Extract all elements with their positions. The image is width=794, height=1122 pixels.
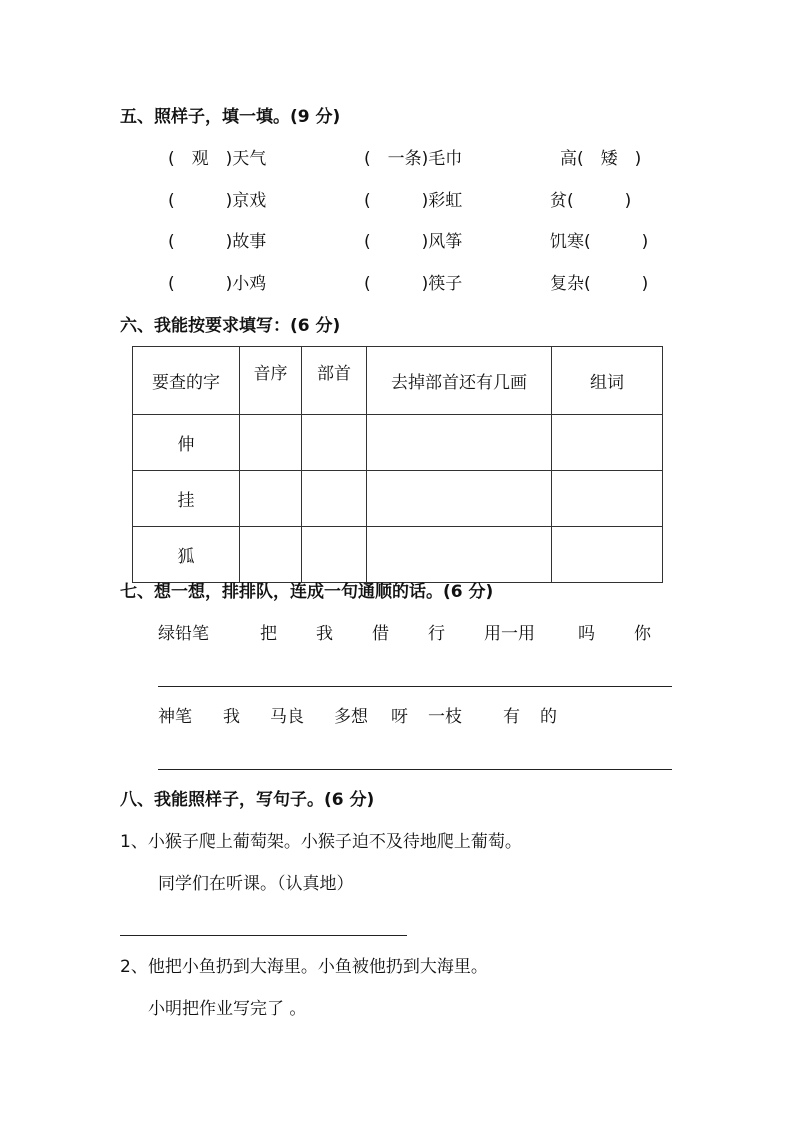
answer-cell[interactable]	[552, 415, 663, 471]
column-header: 部首	[302, 347, 367, 415]
word-card: 你	[634, 624, 651, 644]
fill-item: 复杂( )	[550, 274, 649, 294]
fill-item: ( )小鸡	[168, 274, 267, 294]
fill-item: 高( 矮 )	[560, 149, 642, 169]
column-header: 要查的字	[133, 347, 240, 415]
example-sentence: 2、他把小鱼扔到大海里。小鱼被他扔到大海里。	[120, 957, 488, 977]
answer-cell[interactable]	[552, 527, 663, 583]
answer-cell[interactable]	[240, 415, 302, 471]
example-sentence: 1、小猴子爬上葡萄架。小猴子迫不及待地爬上葡萄。	[120, 832, 522, 852]
word-card: 一枝	[428, 707, 462, 727]
word-card: 多想	[334, 707, 368, 727]
answer-cell[interactable]	[302, 527, 367, 583]
section6-heading: 六、我能按要求填写：(6 分)	[120, 316, 341, 336]
answer-cell[interactable]	[302, 471, 367, 527]
word-card: 绿铅笔	[158, 624, 209, 644]
word-card: 呀	[391, 707, 408, 727]
fill-item: ( )风筝	[364, 232, 463, 252]
word-card: 借	[372, 624, 389, 644]
word-card: 吗	[578, 624, 595, 644]
answer-cell[interactable]	[367, 471, 552, 527]
table-cell-char: 狐	[133, 527, 240, 583]
fill-item: ( )筷子	[364, 274, 463, 294]
column-header: 组词	[552, 347, 663, 415]
answer-cell[interactable]	[367, 527, 552, 583]
fill-item: ( 一条)毛巾	[364, 149, 463, 169]
answer-line[interactable]	[158, 686, 672, 687]
answer-line[interactable]	[158, 769, 672, 770]
fill-item: ( )故事	[168, 232, 267, 252]
section7-heading: 七、想一想，排排队，连成一句通顺的话。(6 分)	[120, 582, 494, 602]
word-card: 行	[428, 624, 445, 644]
task-sentence: 小明把作业写完了 。	[148, 999, 307, 1019]
lookup-table	[132, 346, 663, 583]
word-card: 我	[316, 624, 333, 644]
answer-cell[interactable]	[552, 471, 663, 527]
answer-line[interactable]	[120, 935, 407, 936]
task-sentence: 同学们在听课。（认真地）	[158, 874, 354, 894]
answer-cell[interactable]	[240, 471, 302, 527]
answer-cell[interactable]	[240, 527, 302, 583]
fill-item: ( 观 )天气	[168, 149, 267, 169]
word-card: 的	[540, 707, 557, 727]
answer-cell[interactable]	[302, 415, 367, 471]
fill-item: ( )京戏	[168, 191, 267, 211]
table-cell-char: 伸	[133, 415, 240, 471]
column-header: 去掉部首还有几画	[367, 347, 552, 415]
word-card: 把	[260, 624, 277, 644]
column-header: 音序	[240, 347, 302, 415]
word-card: 用一用	[484, 624, 535, 644]
fill-item: ( )彩虹	[364, 191, 463, 211]
word-card: 马良	[270, 707, 304, 727]
section8-heading: 八、我能照样子，写句子。(6 分)	[120, 790, 375, 810]
word-card: 我	[223, 707, 240, 727]
fill-item: 贫( )	[550, 191, 632, 211]
answer-cell[interactable]	[367, 415, 552, 471]
table-cell-char: 挂	[133, 471, 240, 527]
section5-heading: 五、照样子，填一填。(9 分)	[120, 107, 341, 127]
fill-item: 饥寒( )	[550, 232, 649, 252]
word-card: 有	[503, 707, 520, 727]
word-card: 神笔	[158, 707, 192, 727]
